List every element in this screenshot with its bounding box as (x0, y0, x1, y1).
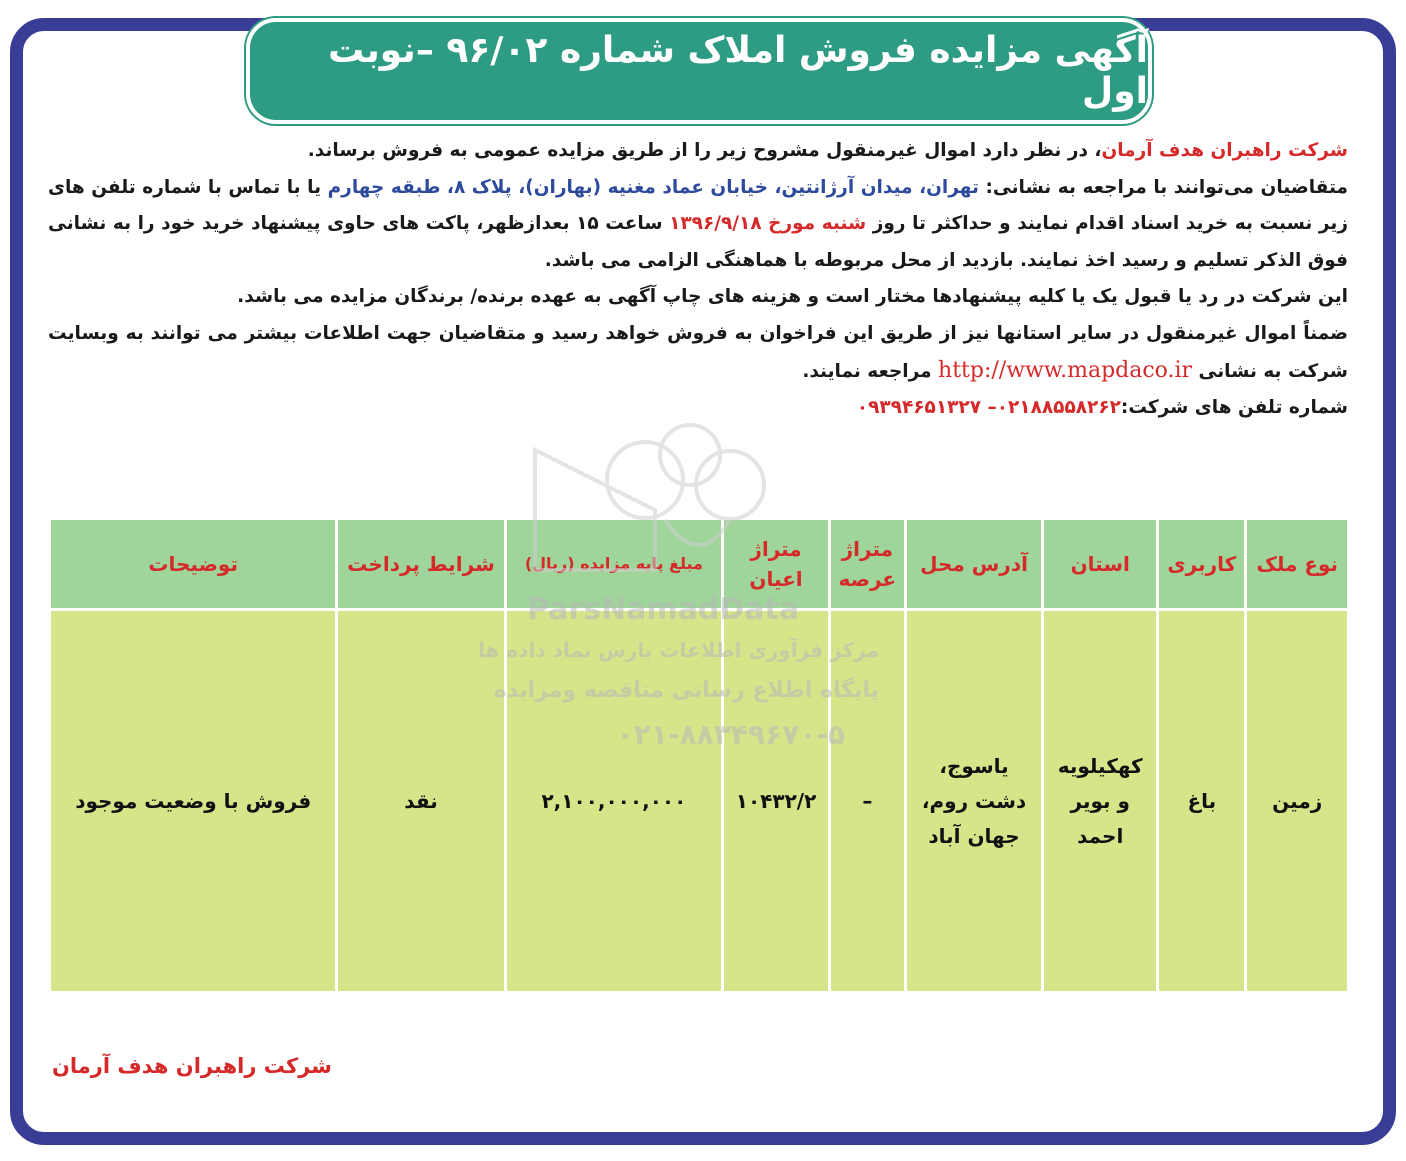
header-payment: شرایط پرداخت (337, 519, 505, 610)
watermark-brand: ParsNamadData (527, 592, 800, 627)
ad-title (246, 18, 1152, 124)
table-header-row (50, 519, 1349, 610)
rights-paragraph: این شرکت در رد یا قبول یک یا کلیه پیشنهادها مختار است و هزینه های چاپ آگهی به عهده برنده/ برندگان مزایده می باشد. (237, 286, 1348, 308)
watermark-line2: پایگاه اطلاع رسانی مناقصه ومزایده (493, 678, 879, 703)
phones-label: شماره تلفن های شرکت: (1120, 397, 1348, 419)
intro-paragraph (48, 133, 1348, 170)
deadline-date: شنبه مورخ ۱۳۹۶/۹/۱۸ (669, 213, 867, 235)
cell-type: زمین (1246, 610, 1349, 993)
website-text-b: مراجعه نمایند. (802, 360, 939, 382)
header-building-area: متراژ اعیان (723, 519, 830, 610)
cell-province: کهکیلویه و بویر احمد (1043, 610, 1158, 993)
watermark-line1: مرکز فرآوری اطلاعات پارس نماد داده ها (478, 638, 879, 662)
contact-text-a: متقاضیان می‌توانند با مراجعه به نشانی: (978, 176, 1348, 198)
cell-notes: فروش با وضعیت موجود (50, 610, 337, 993)
header-notes: توضیحات (50, 519, 337, 610)
ad-body (48, 133, 1348, 427)
cell-building-area: ۱۰۴۳۲/۲ (723, 610, 830, 993)
cell-address: یاسوج، دشت روم، جهان آباد (905, 610, 1042, 993)
header-address: آدرس محل (905, 519, 1042, 610)
header-base-price: مبلغ پایه مزایده (ریال) (505, 519, 723, 610)
website-link[interactable]: http://www.mapdaco.ir (938, 357, 1193, 383)
website-paragraph (48, 316, 1348, 390)
table-row (50, 610, 1349, 993)
watermark-phone: ۰۲۱-۸۸۳۴۹۶۷۰-۵ (616, 718, 845, 751)
contact-paragraph (48, 170, 1348, 280)
cell-usage: باغ (1158, 610, 1246, 993)
cell-payment: نقد (337, 610, 505, 993)
company-address: تهران، میدان آرژانتین، خیابان عماد مغنیه (بهاران)، پلاک ۸، طبقه چهارم (327, 176, 979, 198)
header-province: استان (1043, 519, 1158, 610)
footer-company: شرکت راهبران هدف آرمان (52, 1054, 332, 1078)
phones-paragraph (48, 390, 1348, 427)
company-name: شرکت راهبران هدف آرمان (1101, 140, 1348, 161)
ad-title-text: آگهی مزایده فروش املاک شماره ۹۶/۰۲ –نوبت اول (328, 30, 1148, 112)
header-type: نوع ملک (1246, 519, 1349, 610)
contact-text-c: ساعت ۱۵ بعدازظهر، پاکت های حاوی پیشنهاد خرید خود را به نشانی فوق الذکر تسلیم و رسید اخذ نمایند. بازدید از محل مربوطه با هماهنگی الزامی می باشد. (48, 213, 1348, 271)
cell-land-area: – (829, 610, 905, 993)
property-table (48, 517, 1350, 994)
contact-text-b: یا با تماس با شماره تلفن های زیر نسبت به خرید اسناد اقدام نمایند و حداکثر تا روز (48, 176, 1348, 235)
website-text-a: ضمناً اموال غیرمنقول در سایر استانها نیز از طریق این فراخوان به فروش خواهد رسید و متقاضیان جهت اطلاعات بیشتر می توانند به وبسایت شرکت به نشانی (48, 322, 1348, 382)
header-land-area: متراژ عرصه (829, 519, 905, 610)
cell-base-price: ۲,۱۰۰,۰۰۰,۰۰۰ (505, 610, 723, 993)
intro-text: ، در نظر دارد اموال غیرمنقول مشروح زیر را از طریق مزایده عمومی به فروش برساند. (307, 140, 1102, 161)
phone-numbers: ۰۲۱۸۸۵۵۸۲۶۲– ۰۹۳۹۴۶۵۱۳۲۷ (856, 397, 1121, 419)
header-usage: کاربری (1158, 519, 1246, 610)
